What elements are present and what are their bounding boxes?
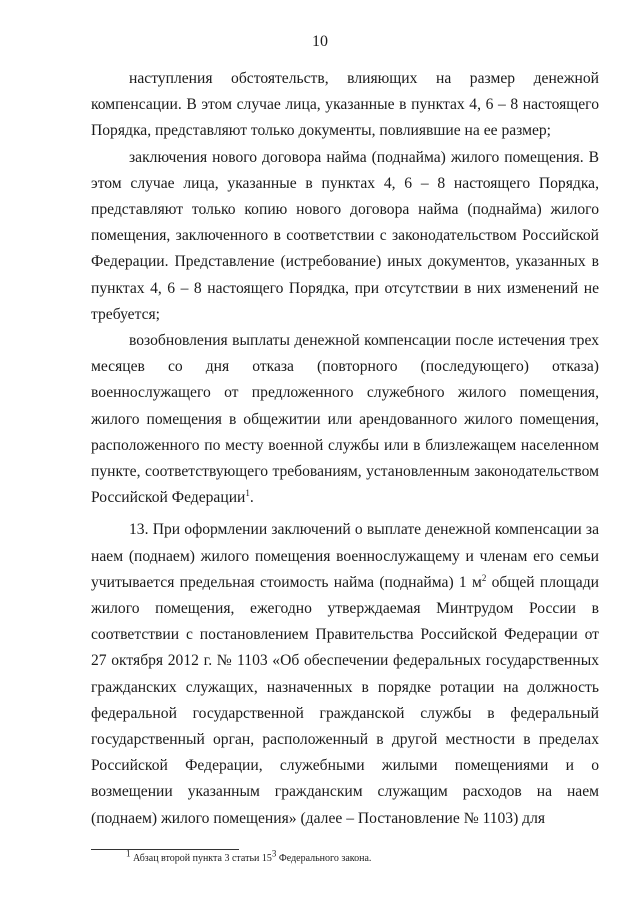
body-text: [91, 66, 599, 832]
footnote-marker: 1: [126, 848, 131, 859]
square-meter-superscript: 2: [481, 572, 487, 583]
footnote-divider: [91, 849, 239, 850]
page-number: 10: [312, 33, 328, 50]
paragraph-circumstances: наступления обстоятельств, влияющих на размер денежной компенсации. В этом случае лица, указанные в пунктах 4, 6 – 8 настоящего Порядка, представляют только документы, повлиявшие на ее размер;: [91, 70, 599, 140]
footnote-text-start: Абзац второй пункта 3 статьи 15: [130, 853, 272, 864]
paragraph-13-text-start: 13. При оформлении заключений о выплате денежной компенсации за наем (поднаем) жилого помещения военнослужащему и членам его семьи учитывается предельная стоимость найма (поднайма) 1 м: [91, 521, 599, 591]
footnote-article-superscript: 3: [271, 848, 277, 859]
paragraph-new-contract: заключения нового договора найма (поднайма) жилого помещения. В этом случае лица, указанные в пунктах 4, 6 – 8 настоящего Порядка, представляют только копию нового договора найма (поднайма) жилого помещения, заключенного в соответствии с законодательством Российской Федерации. Представление (истребование) иных документов, указанных в пунктах 4, 6 – 8 настоящего Порядка, при отсутствии в них изменений не требуется;: [91, 148, 599, 323]
footnote-reference: 1: [245, 488, 250, 499]
paragraph-resumption-text: возобновления выплаты денежной компенсации после истечения трех месяцев со дня отказа (повторного (последующего) отказа) военнослужащего от предложенного служебного жилого помещения, жилого помещения в общежитии или арендованного жилого помещения, расположенного по месту военной службы или в близлежащем населенном пункте, соответствующего требованиям, установленным законодательством Российской Федерации: [91, 332, 599, 507]
footnote: [126, 848, 372, 866]
footnote-text-end: Федерального закона.: [276, 853, 372, 864]
paragraph-resumption: возобновления выплаты денежной компенсации после истечения трех месяцев со дня отказа (повторного (последующего) отказа) военнослужащего от предложенного служебного жилого помещения, жилого помещения в общежитии или арендованного жилого помещения, расположенного по месту военной службы или в близлежащем населенном пункте, соответствующего требованиям, установленным законодательством Российской Федерации$^1$.: [91, 332, 599, 507]
paragraph-13-text-end: общей площади жилого помещения, ежегодно утверждаемая Минтрудом России в соответствии с постановлением Правительства Российской Федерации от 27 октября 2012 г. № 1103 «Об обеспечении федеральных государственных гражданских служащих, назначенных в порядке ротации на должность федеральной государственной гражданской службы в федеральный государственный орган, расположенный в другой местности в пределах Российской Федерации, служебными жилыми помещениями и о возмещении указанным гражданским служащим расходов на наем (поднаем) жилого помещения» (далее – Постановление № 1103) для: [91, 573, 599, 827]
paragraph-13: [91, 517, 599, 831]
